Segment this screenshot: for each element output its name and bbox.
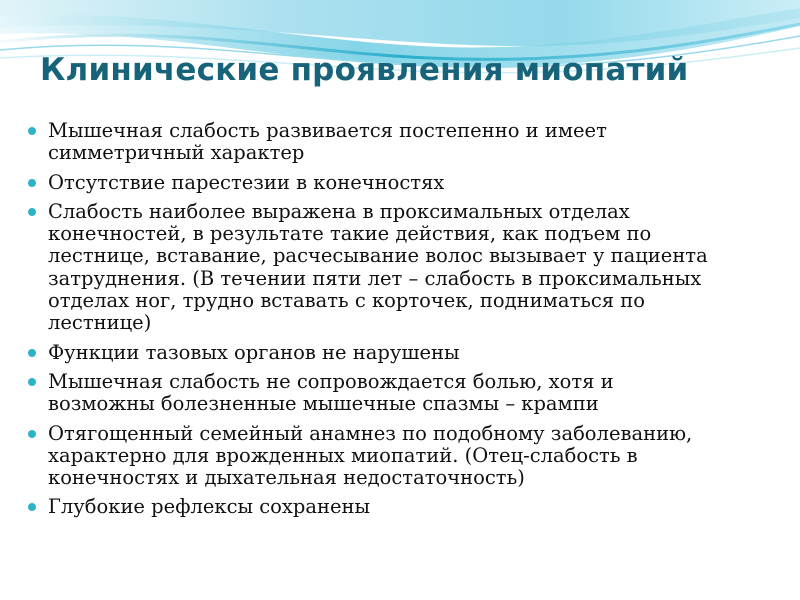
bullet-text-1: Мышечная слабость развивается постепенно и имеет симметричный характер xyxy=(48,119,607,165)
bullet-item-5 xyxy=(26,371,726,416)
bullet-item-4 xyxy=(26,342,726,364)
bullet-text-5: Мышечная слабость не сопровождается болью, хотя и возможны болезненные мышечные спазмы – крампи xyxy=(48,369,614,416)
bullet-dot-icon xyxy=(28,378,36,386)
bullet-text-6: Отягощенный семейный анамнез по подобному заболеванию, характерно для врожденных миопатий. (Отец-слабость в конечностях и дыхательная недостаточность) xyxy=(48,421,693,490)
bullet-dot-icon xyxy=(28,430,36,438)
bullet-text-4: Функции тазовых органов не нарушены xyxy=(48,340,460,364)
bullet-dot-icon xyxy=(28,208,36,216)
bullet-item-6 xyxy=(26,423,726,490)
bullet-dot-icon xyxy=(28,349,36,357)
bullet-text-7: Глубокие рефлексы сохранены xyxy=(48,495,371,519)
slide-title: Клинические проявления миопатий xyxy=(40,52,689,88)
bullet-text-2: Отсутствие парестезии в конечностях xyxy=(48,170,445,194)
bullet-item-3 xyxy=(26,201,726,335)
bullet-dot-icon xyxy=(28,127,36,135)
bullet-item-2 xyxy=(26,172,726,194)
bullet-dot-icon xyxy=(28,179,36,187)
bullet-item-1 xyxy=(26,120,726,165)
bullet-list xyxy=(26,120,726,526)
bullet-item-7 xyxy=(26,496,726,518)
bullet-dot-icon xyxy=(28,503,36,511)
bullet-text-3: Слабость наиболее выражена в проксимальных отделах конечностей, в результате такие действия, как подъем по лестнице, вставание, расчесывание волос вызывает у пациента затруднения. (В течении пяти лет – слабость в проксимальных отделах ног, трудно вставать с корточек, подниматься по лестнице) xyxy=(48,199,708,335)
